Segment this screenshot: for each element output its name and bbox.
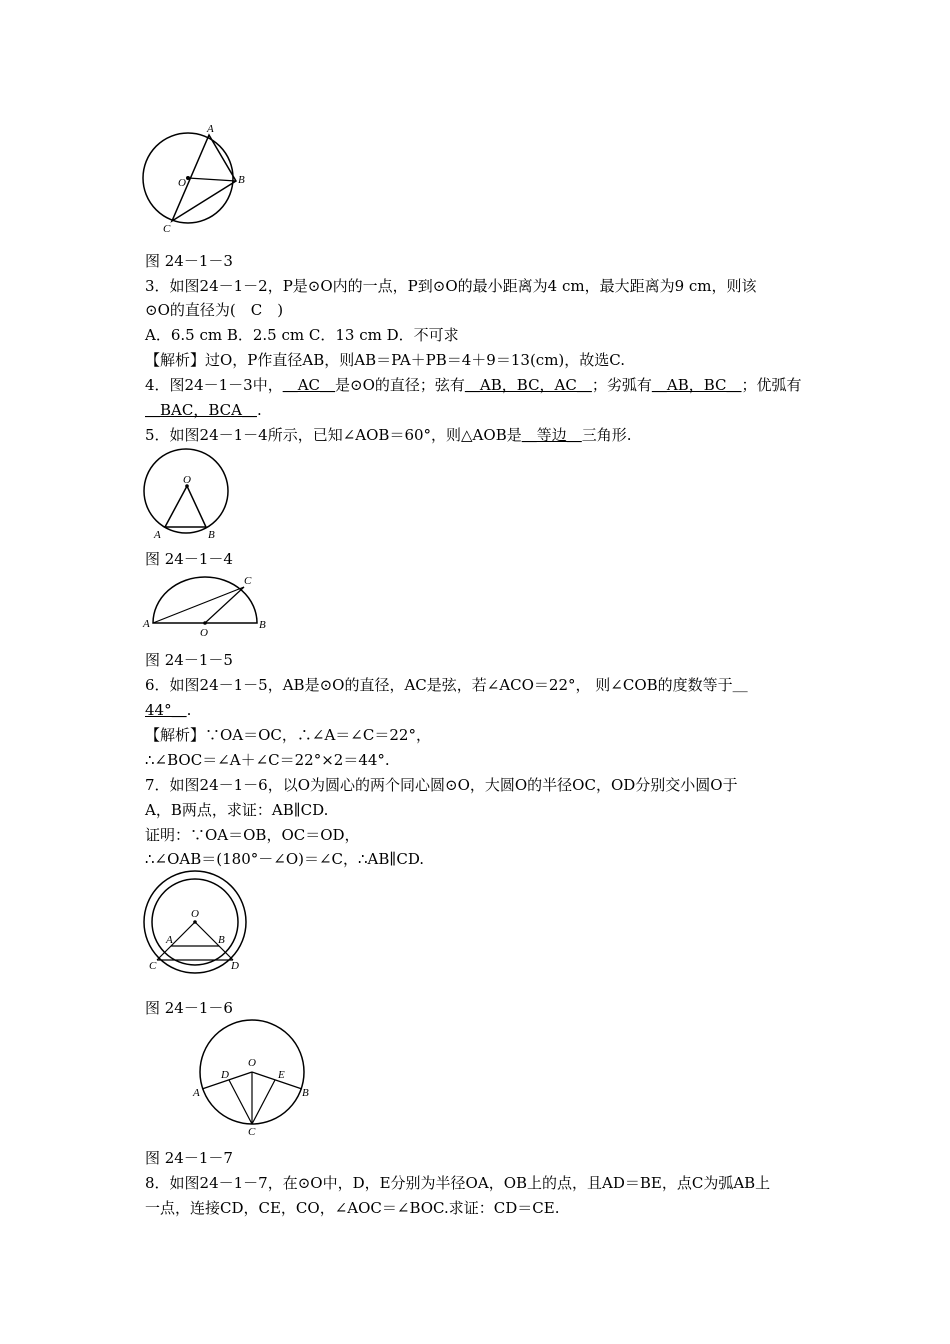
label-c: C — [244, 575, 252, 587]
q3-line1: 3．如图24－1－2，P是⊙O内的一点，P到⊙O的最小距离为4 cm，最大距离为9 cm，则该 — [145, 277, 757, 295]
figure-24-1-7 — [185, 1018, 315, 1140]
q6-analysis1: 【解析】∵OA＝OC，∴∠A＝∠C＝22°， — [145, 726, 431, 744]
q6-end: . — [186, 701, 192, 719]
q4-mid3: ；优弧有 — [741, 376, 802, 394]
q4-blank-chords: ＿AB，BC，AC＿ — [464, 376, 592, 394]
figure-24-1-3 — [138, 120, 258, 240]
label-b: B — [302, 1087, 309, 1099]
caption-24-1-4: 图 24－1－4 — [145, 550, 233, 568]
q6-line1: 6．如图24－1－5，AB是⊙O的直径，AC是弦，若∠ACO＝22°， 则∠COB的度数等于＿ — [145, 676, 748, 694]
label-c: C — [163, 223, 171, 235]
segment-ce — [252, 1080, 275, 1124]
q8-line2: 一点，连接CD，CE，CO，∠AOC＝∠BOC.求证：CD＝CE. — [145, 1199, 560, 1217]
center-dot — [193, 920, 197, 924]
label-a: A — [207, 123, 214, 135]
triangle-aob — [165, 486, 206, 527]
caption-24-1-6: 图 24－1－6 — [145, 999, 233, 1017]
label-c: C — [248, 1126, 256, 1138]
q4-mid2: ；劣弧有 — [591, 376, 652, 394]
label-o: O — [200, 627, 208, 639]
caption-24-1-7: 图 24－1－7 — [145, 1149, 233, 1167]
label-c: C — [149, 960, 157, 972]
label-b: B — [259, 619, 266, 631]
q6-blank: 44°＿ — [145, 701, 187, 719]
q7-line2: A，B两点，求证：AB∥CD. — [145, 801, 329, 819]
figure-24-1-4 — [138, 446, 238, 544]
q4-line1 — [145, 375, 802, 395]
q7-proof1: 证明：∵OA＝OB，OC＝OD， — [145, 826, 360, 844]
segment-oc — [205, 587, 244, 623]
q5-suffix: 三角形. — [581, 426, 632, 444]
radius-ob — [252, 1072, 302, 1089]
q4-blank-diameter: ＿AC＿ — [282, 376, 336, 394]
q7-proof2: ∴∠OAB＝(180°－∠O)＝∠C，∴AB∥CD. — [145, 850, 425, 868]
segment-cd — [229, 1080, 252, 1124]
q4-line2 — [145, 400, 262, 420]
label-a: A — [154, 529, 161, 541]
segment-ob — [188, 178, 236, 181]
label-o: O — [178, 177, 186, 189]
label-b: B — [218, 934, 225, 946]
label-a: A — [166, 934, 173, 946]
label-o: O — [191, 908, 199, 920]
figure-24-1-5 — [138, 572, 273, 640]
q4-prefix: 4．图24－1－3中， — [145, 376, 283, 394]
q8-line1: 8．如图24－1－7，在⊙O中，D，E分别为半径OA，OB上的点，且AD＝BE，点C为弧AB上 — [145, 1174, 771, 1192]
label-a: A — [143, 618, 150, 630]
label-d: D — [221, 1069, 229, 1081]
label-e: E — [278, 1069, 285, 1081]
q5-prefix: 5．如图24－1－4所示，已知∠AOB＝60°，则△AOB是 — [145, 426, 522, 444]
q4-blank-major-arcs: ＿BAC，BCA＿ — [145, 401, 257, 419]
q7-line1: 7．如图24－1－6，以O为圆心的两个同心圆⊙O，大圆O的半径OC，OD分别交小圆O于 — [145, 776, 738, 794]
q3-analysis: 【解析】过O，P作直径AB，则AB＝PA＋PB＝4＋9＝13(cm)，故选C. — [145, 351, 625, 369]
center-dot — [203, 621, 207, 625]
q6-line2 — [145, 700, 191, 720]
label-o: O — [248, 1057, 256, 1069]
q3-line2: ⊙O的直径为( C ) — [145, 301, 284, 319]
q3-options: A．6.5 cm B．2.5 cm C．13 cm D．不可求 — [145, 326, 459, 344]
radius-od — [195, 922, 233, 960]
caption-24-1-5: 图 24－1－5 — [145, 651, 233, 669]
circle-o — [144, 449, 228, 533]
q5-blank: ＿等边＿ — [521, 426, 582, 444]
label-a: A — [193, 1087, 200, 1099]
label-b: B — [238, 174, 245, 186]
radius-oc — [157, 922, 195, 960]
q6-analysis2: ∴∠BOC＝∠A＋∠C＝22°×2＝44°. — [145, 751, 390, 769]
center-dot — [186, 176, 190, 180]
label-d: D — [231, 960, 239, 972]
caption-24-1-3: 图 24－1－3 — [145, 252, 233, 270]
q4-end: . — [256, 401, 262, 419]
q5-line — [145, 425, 632, 445]
q4-blank-minor-arcs: ＿AB，BC＿ — [651, 376, 742, 394]
figure-24-1-6 — [138, 868, 253, 978]
q4-mid1: 是⊙O的直径；弦有 — [335, 376, 465, 394]
label-b: B — [208, 529, 215, 541]
label-o: O — [183, 474, 191, 486]
semicircle — [153, 577, 257, 623]
